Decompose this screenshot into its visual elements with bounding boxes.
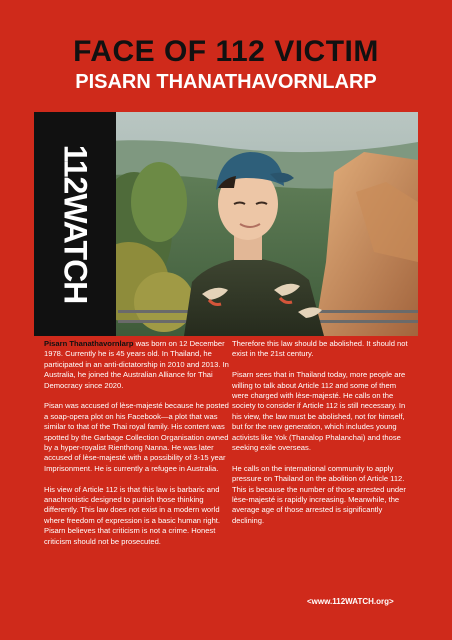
paragraph-international: He calls on the international community to apply pressure on Thailand on the abolition of Article 112. This is because the number of those arrested under lèse-majesté is rapidly increasing. Meanwhile, the average age of those arrested is significantly declining.: [232, 463, 406, 525]
paragraph-abolish: Therefore this law should be abolished. It should not exist in the 21st century.: [232, 339, 408, 359]
brand-logo-text: 112WATCH: [57, 144, 94, 304]
paragraph-society: Pisarn sees that in Thailand today, more people are willing to talk about Article 112 and some of them were charged with lèse-majesté. He calls on the society to consider if Article 112 is still necessary. In his view, the law must be abolished, not for himself, but for the new generation, which includes young activists like Yok (Thanalop Phalanchai) and those seeking exile overseas.: [232, 370, 406, 453]
footer-website-link[interactable]: <www.112WATCH.org>: [307, 597, 394, 606]
poster-title: FACE OF 112 VICTIM: [73, 35, 379, 68]
poster-subtitle: PISARN THANATHAVORNLARP: [75, 71, 377, 93]
paragraph-view: His view of Article 112 is that this law is barbaric and anachronistic designed to punish those thinking differently. This law does not exist in a modern world where freedom of expression is a basic human right. Pisarn believes that criticism is not a crime. Honest criticism should not be prosecuted.: [44, 484, 221, 546]
paragraph-accusation: Pisan was accused of lèse-majesté because he posted a soap-opera plot on his Facebook—a plot that was similar to that of the Thai royal family. His content was spotted by the Garbage Collection Organisation owned by a hyper-royalist Rienthong Nanna. He was later accused of lèse-majesté with a possibility of 3-15 year Imprisonment. He is currently a refugee in Australia.: [44, 401, 229, 473]
paragraph-bio: [44, 339, 232, 391]
right-text-column: [232, 339, 414, 537]
bio-text: was born on 12 December 1978. Currently he is 45 years old. In Thailand, he participated in an anti-dictatorship in 2010 and 2013. In Australia, he joined the Australian Alliance for Thai Democracy since 2020.: [44, 339, 229, 390]
subject-name: Pisarn Thanathavornlarp: [44, 339, 134, 348]
left-text-column: [44, 339, 232, 557]
